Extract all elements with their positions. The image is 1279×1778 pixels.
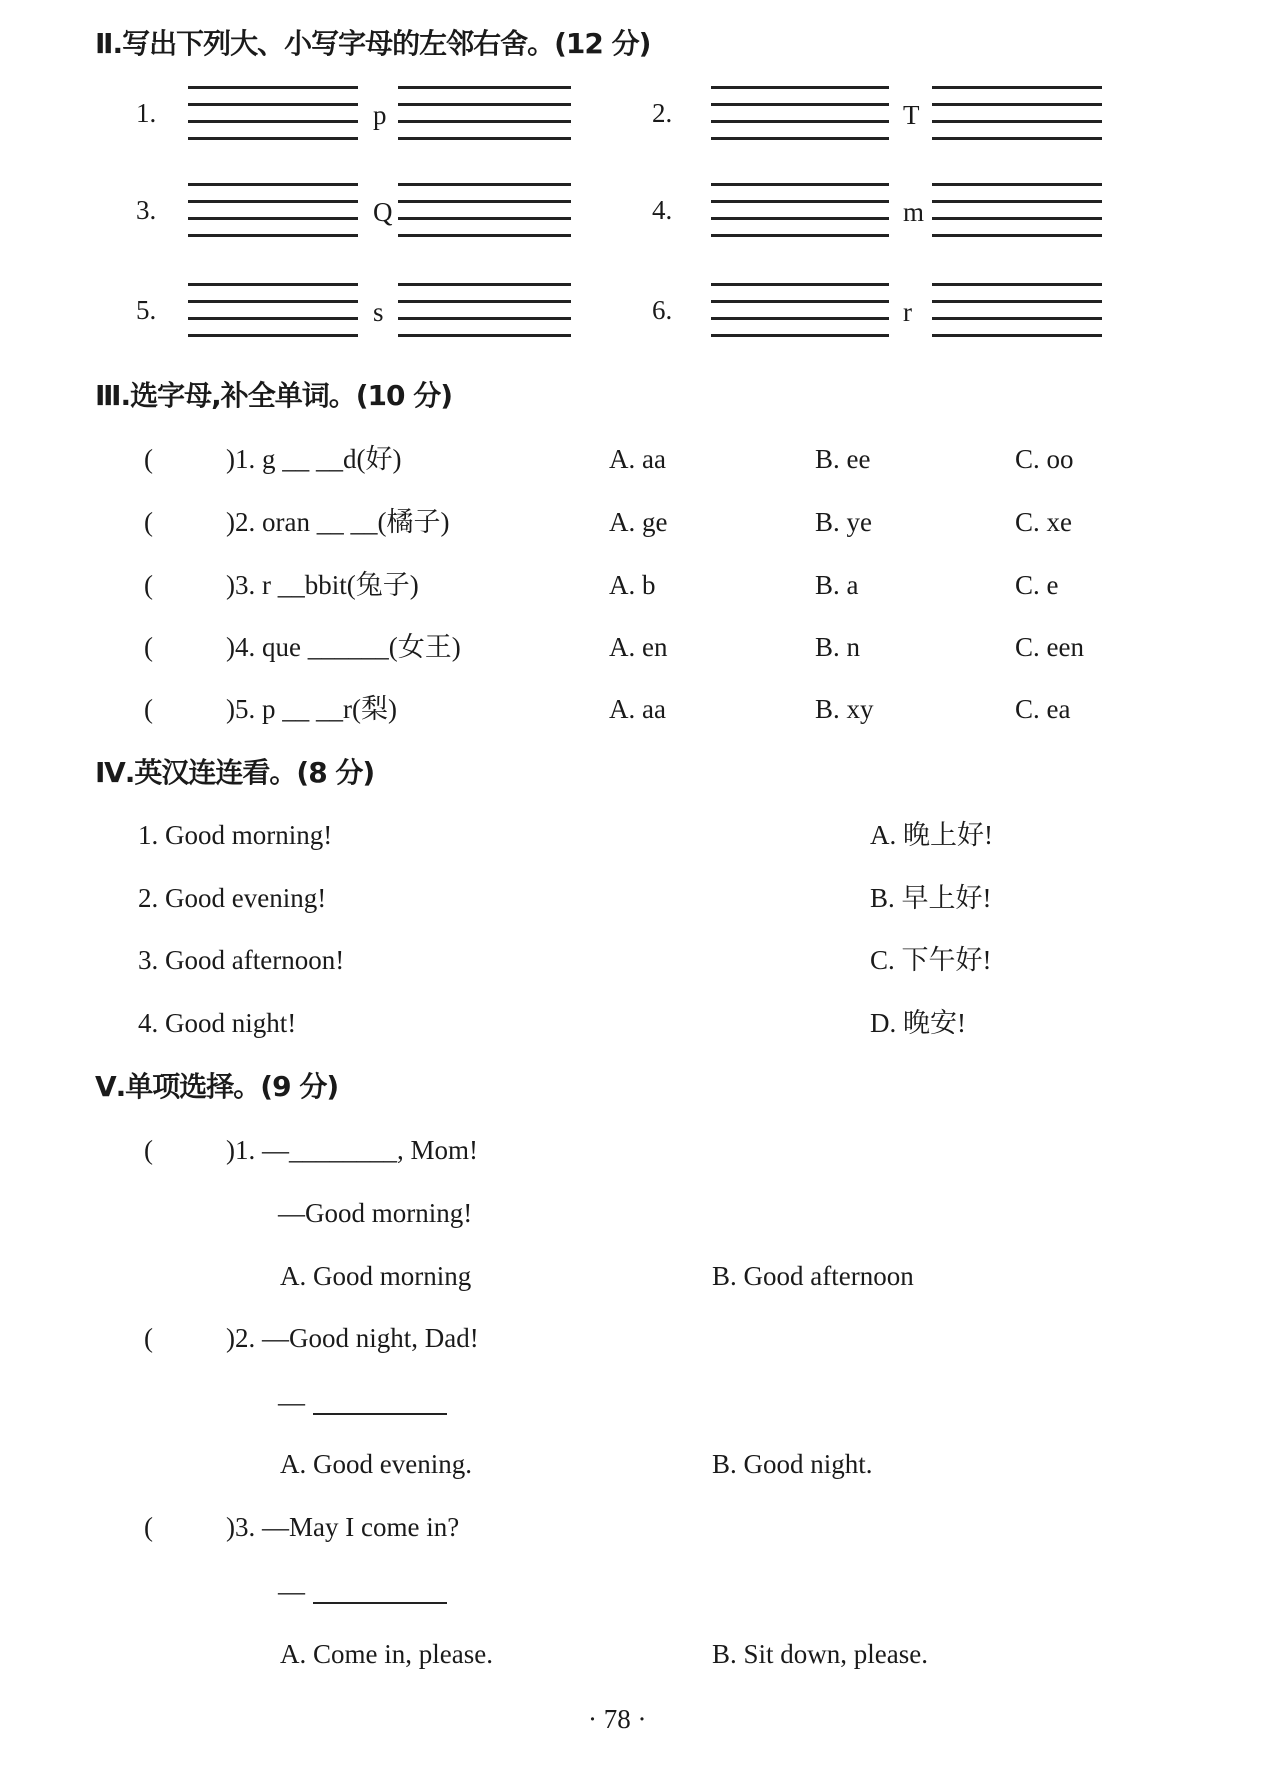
section-4-heading: Ⅳ.英汉连连看。(8 分) [95,756,375,789]
answer-bracket: ( [144,1512,153,1542]
given-letter: T [903,100,920,130]
writing-lines-left[interactable] [711,86,889,140]
chinese-greeting: A. 晚上好! [870,820,993,850]
option-a: A. en [609,632,668,662]
answer-bracket: ( [144,507,153,537]
reply: —Good morning! [278,1198,473,1228]
question-stem: )1. g __ __d(好) [226,444,402,474]
writing-lines-right[interactable] [932,183,1102,237]
reply: — [278,1387,305,1417]
writing-lines-left[interactable] [711,283,889,337]
option-b: B. n [815,632,861,662]
given-letter: s [373,297,384,327]
writing-lines-right[interactable] [398,283,571,337]
option-a: A. aa [609,694,666,724]
option-b: B. ye [815,507,872,537]
question-stem: )2. oran __ __(橘子) [226,507,450,537]
option-b: B. ee [815,444,871,474]
section-2-heading: Ⅱ.写出下列大、小写字母的左邻右舍。(12 分) [95,27,651,60]
item-number: 4. [652,195,673,225]
writing-lines-left[interactable] [188,283,358,337]
answer-bracket: ( [144,632,153,662]
option-a: A. b [609,570,656,600]
answer-bracket: ( [144,444,153,474]
chinese-greeting: C. 下午好! [870,945,992,975]
item-number: 2. [652,98,673,128]
writing-lines-left[interactable] [711,183,889,237]
answer-bracket: ( [144,570,153,600]
option-a: A. aa [609,444,666,474]
answer-bracket: ( [144,1323,153,1353]
english-greeting: 4. Good night! [138,1008,297,1038]
option-c: C. ea [1015,694,1071,724]
item-number: 5. [136,295,157,325]
english-greeting: 3. Good afternoon! [138,945,345,975]
option-a: A. Good evening. [280,1449,472,1479]
item-number: 1. [136,98,157,128]
given-letter: r [903,297,912,327]
writing-lines-left[interactable] [188,86,358,140]
english-greeting: 1. Good morning! [138,820,333,850]
question: )2. —Good night, Dad! [226,1323,479,1353]
answer-blank[interactable] [313,1602,447,1604]
writing-lines-right[interactable] [398,183,571,237]
question: )3. —May I come in? [226,1512,460,1542]
option-a: A. ge [609,507,668,537]
question-stem: )4. que ______(女王) [226,632,461,662]
given-letter: p [373,100,387,130]
option-c: C. e [1015,570,1059,600]
answer-bracket: ( [144,694,153,724]
option-b: B. xy [815,694,874,724]
option-c: C. een [1015,632,1084,662]
answer-bracket: ( [144,1135,153,1165]
option-b: B. Good afternoon [712,1261,914,1291]
section-5-heading: Ⅴ.单项选择。(9 分) [95,1070,339,1103]
writing-lines-right[interactable] [398,86,571,140]
given-letter: Q [373,197,393,227]
option-a: A. Good morning [280,1261,472,1291]
option-b: B. a [815,570,859,600]
question-stem: )5. p __ __r(梨) [226,694,397,724]
item-number: 6. [652,295,673,325]
option-b: B. Sit down, please. [712,1639,928,1669]
option-a: A. Come in, please. [280,1639,493,1669]
item-number: 3. [136,195,157,225]
question-stem: )3. r __bbit(兔子) [226,570,419,600]
english-greeting: 2. Good evening! [138,883,327,913]
option-c: C. xe [1015,507,1072,537]
option-c: C. oo [1015,444,1074,474]
reply: — [278,1576,305,1606]
given-letter: m [903,197,925,227]
answer-blank[interactable] [313,1413,447,1415]
chinese-greeting: B. 早上好! [870,883,992,913]
option-b: B. Good night. [712,1449,873,1479]
chinese-greeting: D. 晚安! [870,1008,966,1038]
writing-lines-left[interactable] [188,183,358,237]
page-number: · 78 · [588,1704,647,1734]
question: )1. —________, Mom! [226,1135,478,1165]
writing-lines-right[interactable] [932,86,1102,140]
section-3-heading: Ⅲ.选字母,补全单词。(10 分) [95,379,453,412]
writing-lines-right[interactable] [932,283,1102,337]
